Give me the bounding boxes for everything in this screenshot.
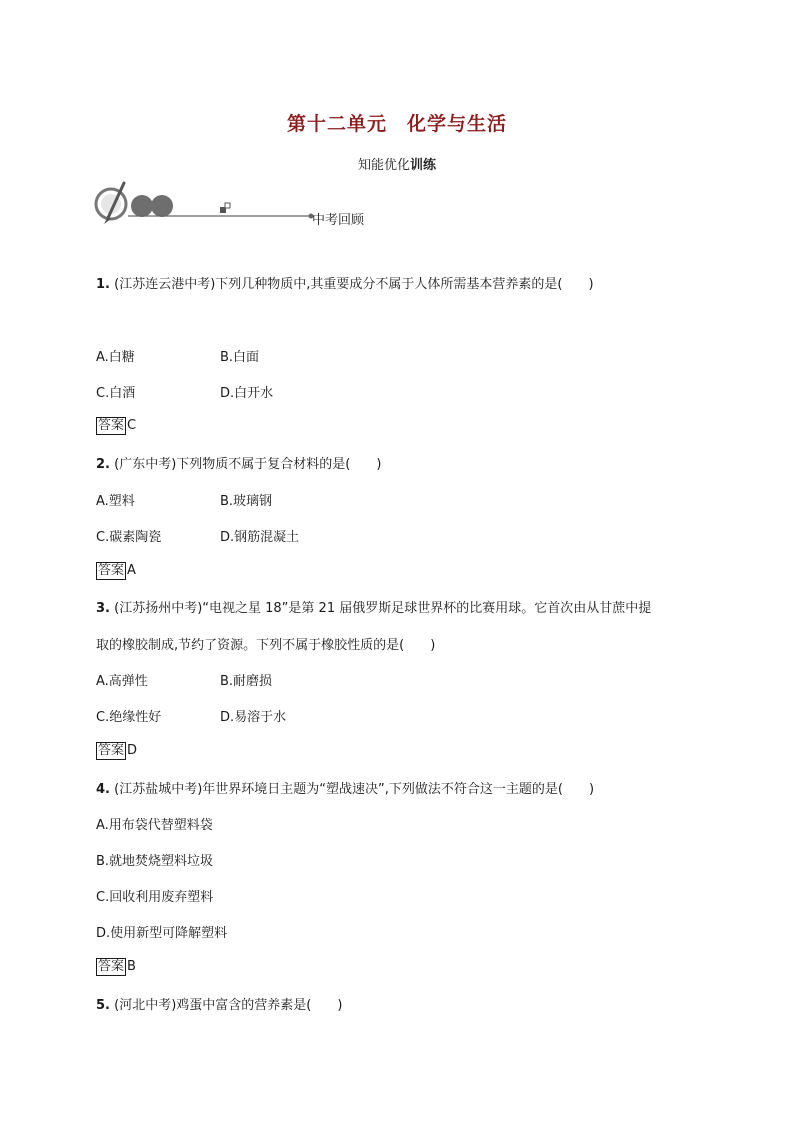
question-stem: (江苏盐城中考)年世界环境日主题为“塑战速决”,下列做法不符合这一主题的是( ) (114, 782, 595, 797)
option-a: A.白糖 (96, 350, 135, 365)
gray-dot-icon (131, 195, 153, 217)
option-b: B.白面 (220, 350, 260, 365)
question-3-line2: 取的橡胶制成,节约了资源。下列不属于橡胶性质的是( ) (96, 638, 436, 653)
answer-1 (96, 417, 136, 435)
question-4 (96, 778, 594, 797)
option-c: C.绝缘性好 (96, 710, 162, 725)
answer-value: D (127, 743, 138, 758)
answer-label: 答案 (98, 743, 125, 758)
answer-label: 答案 (98, 563, 125, 578)
palette-brush-icon (96, 183, 126, 224)
option-b: B.玻璃钢 (220, 494, 273, 509)
question-number: 1. (96, 277, 110, 292)
question-stem: (河北中考)鸡蛋中富含的营养素是( ) (114, 998, 343, 1013)
option-a: A.塑料 (96, 494, 135, 509)
option-c: C.白酒 (96, 386, 136, 401)
answer-2 (96, 562, 136, 580)
question-number: 5. (96, 998, 110, 1013)
section-label: 中考回顾 (312, 213, 365, 228)
answer-label: 答案 (98, 959, 125, 974)
option-d: D.钢筋混凝土 (220, 530, 300, 545)
option-d: D.易溶于水 (220, 710, 287, 725)
gray-dot-icon (151, 195, 173, 217)
answer-3 (96, 742, 137, 760)
option-d: D.使用新型可降解塑料 (96, 926, 228, 941)
subtitle-normal: 知能优化 (357, 158, 410, 173)
answer-value: A (127, 563, 136, 578)
question-number: 4. (96, 782, 110, 797)
question-1 (96, 273, 594, 292)
option-a: A.高弹性 (96, 674, 148, 689)
option-c: C.回收利用废弃塑料 (96, 890, 214, 905)
question-number: 3. (96, 601, 110, 616)
option-a: A.用布袋代替塑料袋 (96, 818, 213, 833)
question-2 (96, 453, 381, 472)
option-b: B.就地焚烧塑料垃圾 (96, 854, 214, 869)
answer-value: B (127, 959, 136, 974)
option-c: C.碳素陶瓷 (96, 530, 162, 545)
page-title: 第十二单元 化学与生活 (286, 113, 507, 135)
option-b: B.耐磨损 (220, 674, 273, 689)
answer-value: C (127, 418, 137, 433)
option-d: D.白开水 (220, 386, 274, 401)
answer-4 (96, 958, 136, 976)
question-3 (96, 597, 651, 616)
small-squares-icon (220, 203, 230, 213)
question-stem-line1: (江苏扬州中考)“电视之星 18”是第 21 届俄罗斯足球世界杯的比赛用球。它首次由从甘蔗中提 (114, 601, 652, 616)
section-banner-graphic (94, 180, 316, 228)
question-number: 2. (96, 457, 110, 472)
page-subtitle (0, 154, 794, 173)
question-stem: (广东中考)下列物质不属于复合材料的是( ) (114, 457, 382, 472)
answer-label: 答案 (98, 418, 125, 433)
subtitle-bold: 训练 (410, 158, 437, 173)
question-stem: (江苏连云港中考)下列几种物质中,其重要成分不属于人体所需基本营养素的是( ) (114, 277, 594, 292)
question-5 (96, 994, 342, 1013)
